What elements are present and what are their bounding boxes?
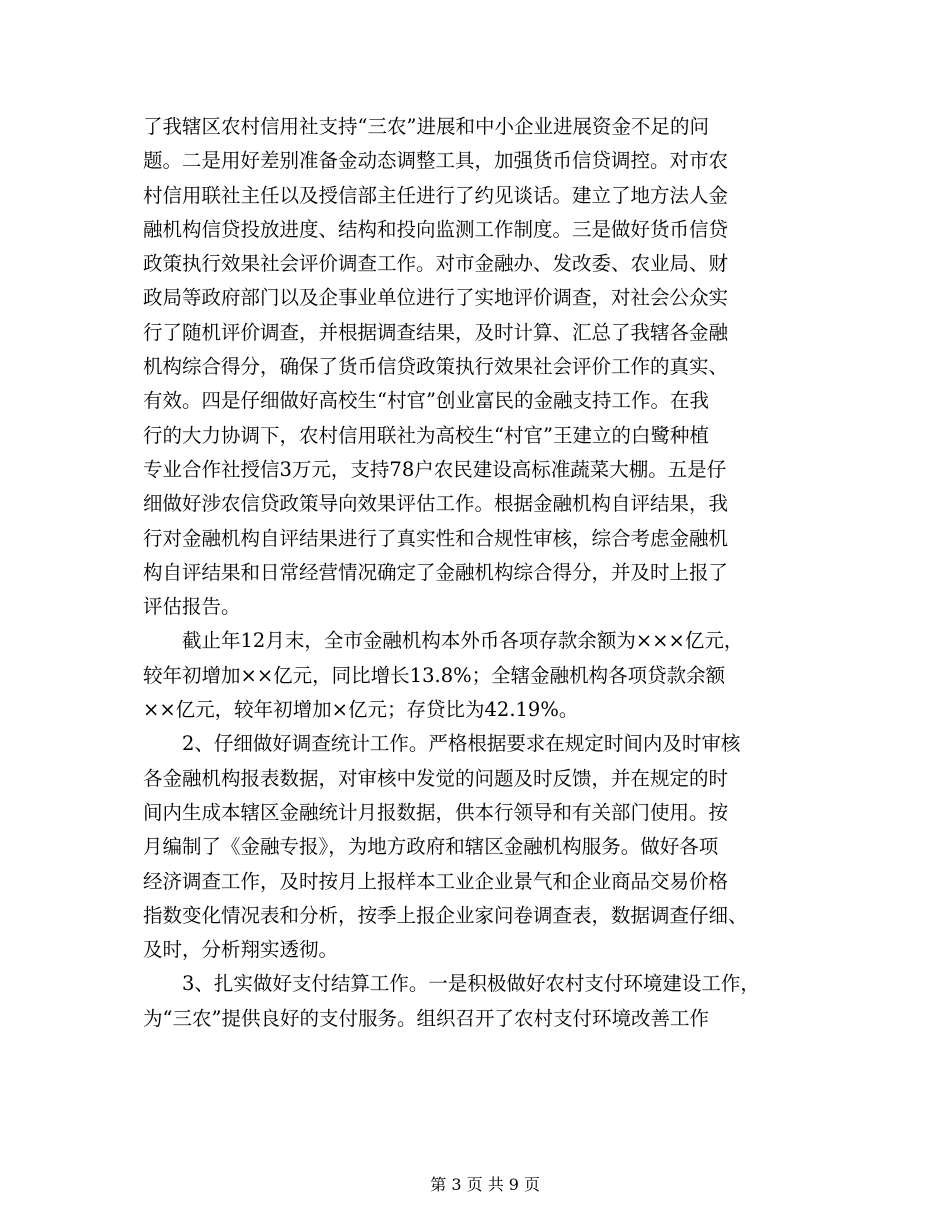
paragraph: [143, 727, 808, 967]
text-line: 月编制了《金融专报》，为地方政府和辖区金融机构服务。做好各项: [143, 835, 719, 859]
text-line: 及时，分析翔实透彻。: [143, 938, 339, 962]
text-line: 指数变化情况表和分析，按季上报企业家问卷调查表，数据调查仔细、: [143, 903, 748, 927]
text-line: 构自评结果和日常经营情况确定了金融机构综合得分，并及时上报了: [143, 560, 729, 584]
text-line: 各金融机构报表数据，对审核中发觉的问题及时反馈，并在规定的时: [143, 766, 729, 790]
text-line: 间内生成本辖区金融统计月报数据，供本行领导和有关部门使用。按: [143, 800, 729, 824]
text-line: 细做好涉农信贷政策导向效果评估工作。根据金融机构自评结果，我: [143, 492, 729, 516]
text-line: 专业合作社授信3万元，支持78户农民建设高标准蔬菜大棚。五是仔: [143, 457, 727, 481]
text-line: 为“三农”提供良好的支付服务。组织召开了农村支付环境改善工作: [143, 1006, 709, 1030]
text-line: 了我辖区农村信用社支持“三农”进展和中小企业进展资金不足的问: [143, 115, 709, 138]
text-line: 有效。四是仔细做好高校生“村官”创业富民的金融支持工作。在我: [143, 389, 709, 413]
text-line: 较年初增加××亿元，同比增长13.8%；全辖金融机构各项贷款余额: [143, 663, 726, 687]
text-line: 2、仔细做好调查统计工作。严格根据要求在规定时间内及时审核: [143, 732, 741, 756]
paragraph: [143, 967, 808, 1036]
text-line: 政策执行效果社会评价调查工作。对市金融办、发改委、农业局、财: [143, 252, 729, 276]
text-line: 政局等政府部门以及企事业单位进行了实地评价调查，对社会公众实: [143, 286, 729, 310]
text-line: 村信用联社主任以及授信部主任进行了约见谈话。建立了地方法人金: [143, 183, 729, 207]
text-line: ××亿元，较年初增加×亿元；存贷比为42.19%。: [143, 698, 579, 722]
document-body: [143, 110, 808, 1036]
text-line: 经济调查工作，及时按月上报样本工业企业景气和企业商品交易价格: [143, 869, 729, 893]
text-line: 融机构信贷投放进度、结构和投向监测工作制度。三是做好货币信贷: [143, 217, 729, 241]
text-line: 题。二是用好差别准备金动态调整工具，加强货币信贷调控。对市农: [143, 149, 729, 173]
text-line: 评估报告。: [143, 595, 241, 619]
paragraph: [143, 110, 808, 624]
text-line: 行对金融机构自评结果进行了真实性和合规性审核，综合考虑金融机: [143, 526, 729, 550]
text-line: 3、扎实做好支付结算工作。一是积极做好农村支付环境建设工作，: [143, 972, 760, 996]
paragraph: [143, 624, 808, 727]
page-footer: [0, 1152, 950, 1218]
text-line: 截止年12月末，全市金融机构本外币各项存款余额为×××亿元，: [143, 629, 744, 653]
page-number-label: 第 3 页 共 9 页: [430, 1175, 541, 1194]
text-line: 行了随机评价调查，并根据调查结果，及时计算、汇总了我辖各金融: [143, 320, 729, 344]
text-line: 行的大力协调下，农村信用联社为高校生“村官”王建立的白鹭种植: [143, 423, 709, 447]
text-line: 机构综合得分，确保了货币信贷政策执行效果社会评价工作的真实、: [143, 355, 729, 379]
